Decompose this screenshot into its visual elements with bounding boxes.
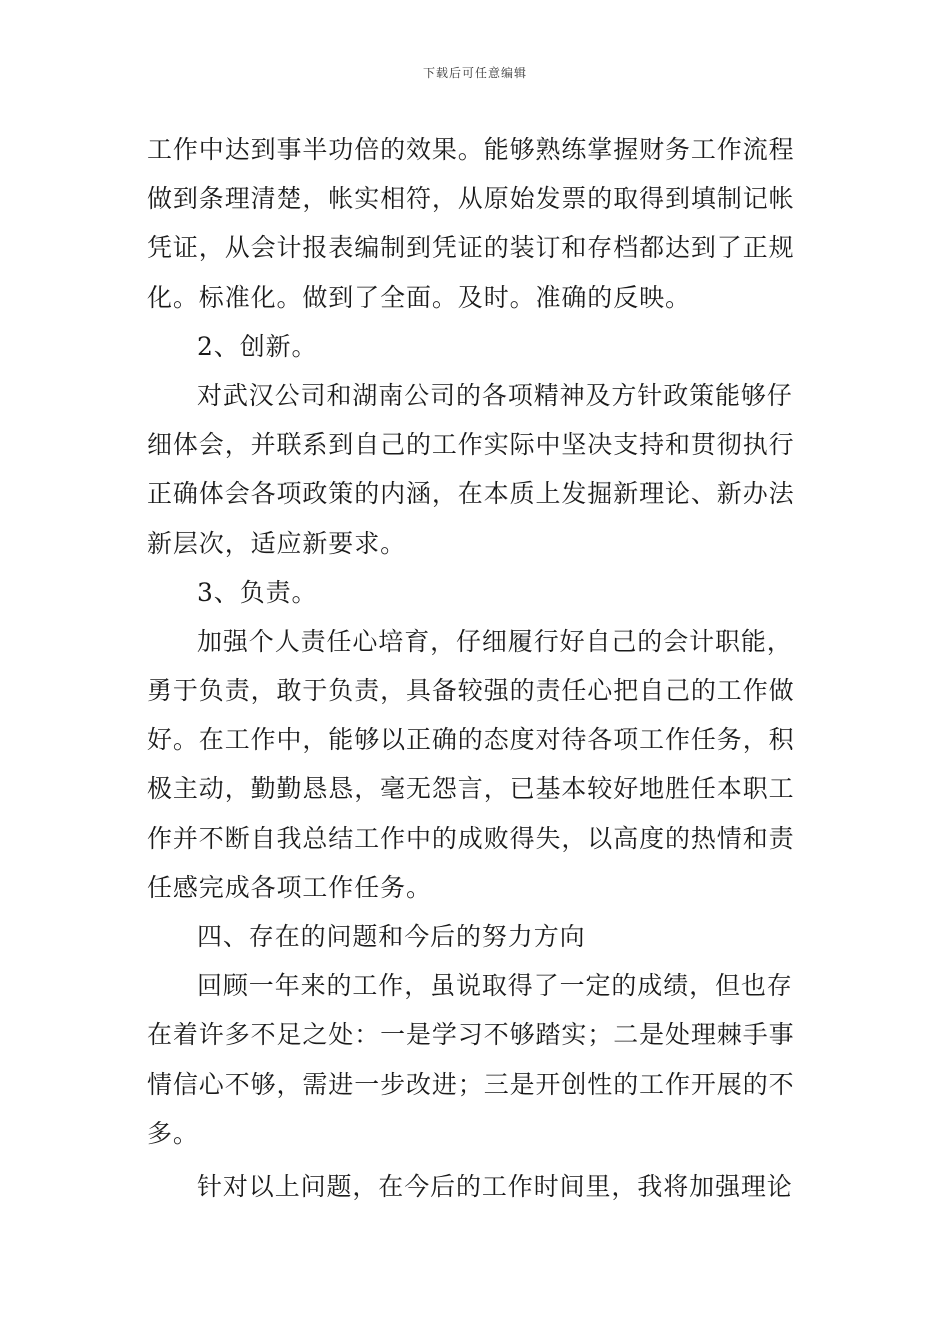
text-line: 正确体会各项政策的内涵，在本质上发掘新理论、新办法 <box>147 479 795 509</box>
text-line: 细体会，并联系到自己的工作实际中坚决支持和贯彻执行 <box>147 430 795 460</box>
text-line: 在着许多不足之处：一是学习不够踏实；二是处理棘手事 <box>147 1020 795 1050</box>
text-line: 回顾一年来的工作，虽说取得了一定的成绩，但也存 <box>197 971 793 1001</box>
section-heading: 3、负责。 <box>197 577 318 607</box>
text-line: 作并不断自我总结工作中的成败得失，以高度的热情和责 <box>147 823 795 853</box>
section-heading: 四、存在的问题和今后的努力方向 <box>197 922 586 951</box>
text-line: 任感完成各项工作任务。 <box>147 872 432 902</box>
text-line: 新层次，适应新要求。 <box>147 528 407 558</box>
text-line: 加强个人责任心培育，仔细履行好自己的会计职能， <box>197 626 793 656</box>
section-heading: 2、创新。 <box>197 331 318 361</box>
text-line: 情信心不够，需进一步改进；三是开创性的工作开展的不 <box>147 1069 795 1099</box>
text-line: 做到条理清楚，帐实相符，从原始发票的取得到填制记帐 <box>147 184 795 214</box>
document-body <box>147 125 812 1211</box>
text-line: 好。在工作中，能够以正确的态度对待各项工作任务，积 <box>147 725 795 755</box>
text-line: 凭证，从会计报表编制到凭证的装订和存档都达到了正规 <box>147 233 795 263</box>
text-line: 极主动，勤勤恳恳，毫无怨言，已基本较好地胜任本职工 <box>147 774 795 804</box>
text-line: 化。标准化。做到了全面。及时。准确的反映。 <box>147 282 691 312</box>
text-line: 工作中达到事半功倍的效果。能够熟练掌握财务工作流程 <box>147 135 795 164</box>
text-line: 针对以上问题，在今后的工作时间里，我将加强理论 <box>197 1171 793 1201</box>
text-line: 勇于负责，敢于负责，具备较强的责任心把自己的工作做 <box>147 676 795 706</box>
text-line: 多。 <box>147 1118 199 1148</box>
page-header: 下载后可任意编辑 <box>422 66 527 80</box>
text-line: 对武汉公司和湖南公司的各项精神及方针政策能够仔 <box>197 380 793 410</box>
